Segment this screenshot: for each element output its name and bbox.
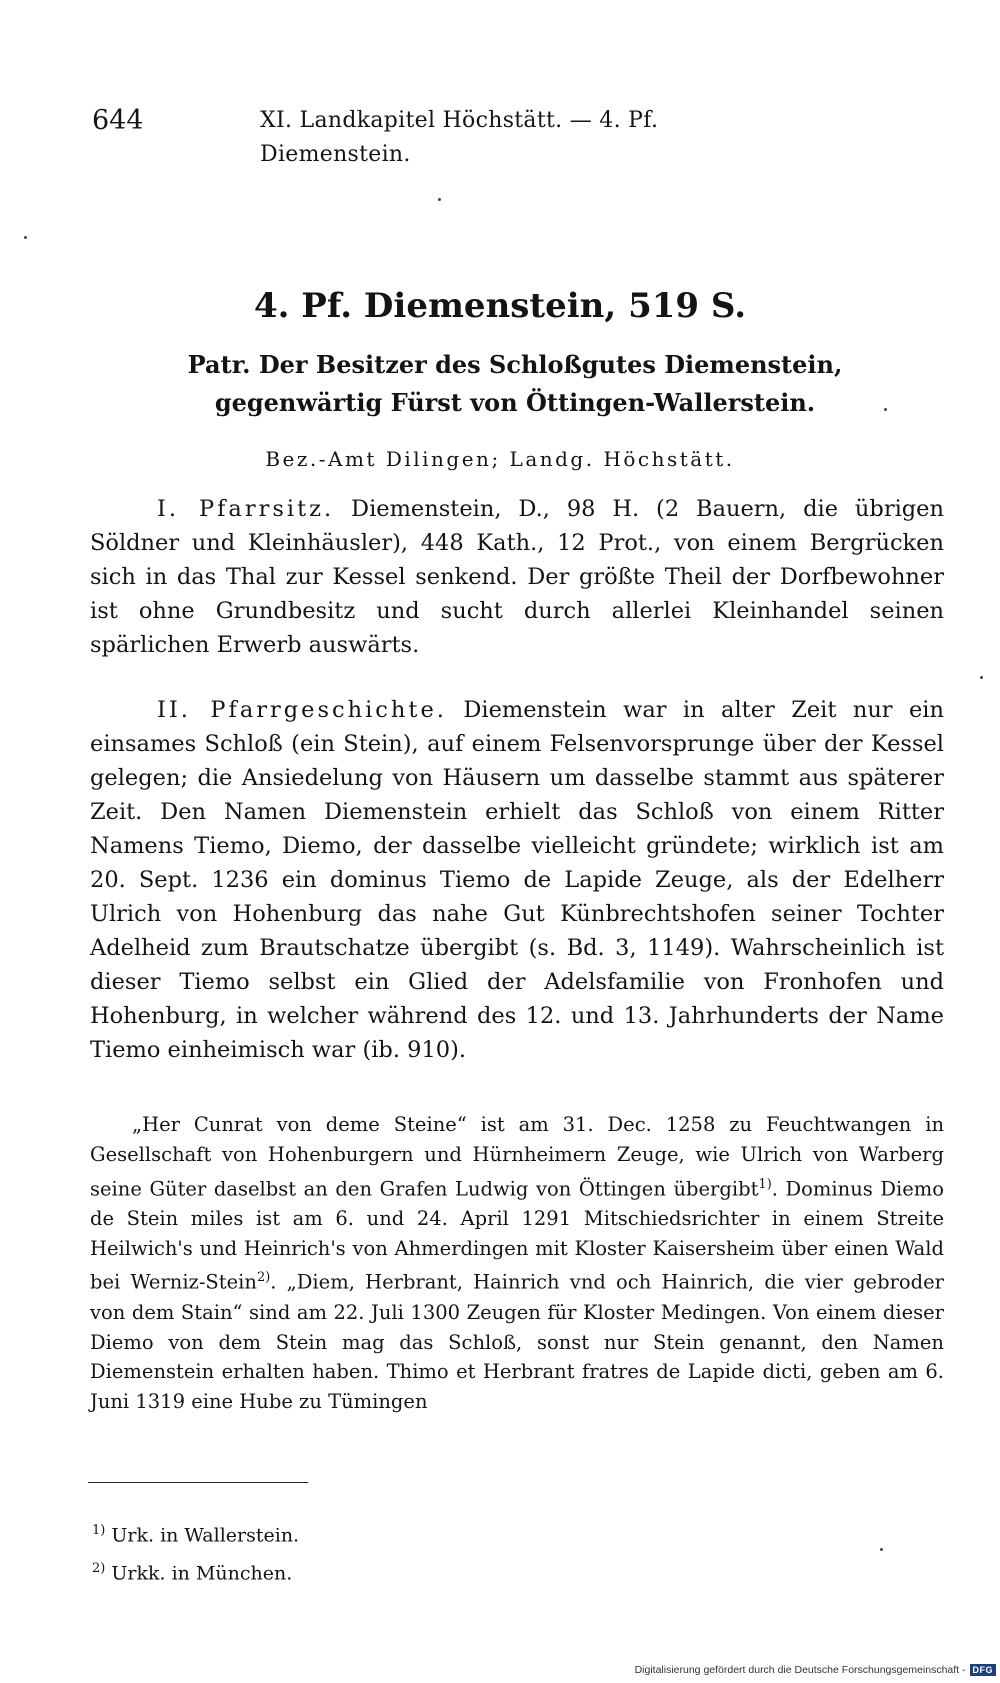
section-title: 4. Pf. Diemenstein, 519 S.	[253, 286, 747, 326]
paragraph-text: Diemenstein, D., 98 H. (2 Bauern, die übrigen Söldner und Kleinhäusler), 448 Kath., 12 Prot., von einem Bergrücken sich in das Thal zur Kessel senkend. Der größte Theil der Dorfbewohner ist ohne Grundbesitz und sucht durch allerlei Kleinhandel seinen spärlichen Erwerb auswärts.	[90, 496, 944, 658]
scan-speck	[880, 1548, 883, 1551]
footnote-mark: 2)	[92, 1561, 106, 1577]
paragraph-pfarrsitz	[90, 492, 944, 662]
credit-text: Digitalisierung gefördert durch die Deutsche Forschungsgemeinschaft -	[634, 1664, 966, 1676]
paragraph-text: . „Diem, Herbrant, Hainrich vnd och Hainrich, die vier gebroder von dem Stain“ sind am 22. Juli 1300 Zeugen für Kloster Medingen. Von einem dieser Diemo von dem Stein mag das Schloß, sonst nur Stein genannt, den Namen Diemenstein erhalten haben. Thimo et Herbrant fratres de Lapide dicti, geben am 6. Juni 1319 eine Hube zu Tümingen	[90, 1270, 944, 1414]
footnote-mark: 1)	[92, 1523, 106, 1538]
scan-speck	[884, 408, 887, 411]
paragraph-text: „Her Cunrat von deme Steine“ ist am 31. Dec. 1258 zu Feuchtwangen in Gesellschaft von Hohenburgern und Hürnheimern Zeuge, wie Ulrich von Warberg seine Güter daselbst an den Grafen Ludwig von Öttingen übergibt	[90, 1113, 944, 1201]
office-line: Bez.-Amt Dilingen; Landg. Höchstätt.	[265, 447, 735, 471]
running-header	[92, 104, 772, 167]
digitization-credit	[635, 1661, 996, 1679]
footnote-reference[interactable]: 1)	[758, 1176, 772, 1192]
paragraph-text: . Dominus Diemo de Stein miles ist am 6. und 24. April 1291 Mitschiedsrichter in einem Streite Heilwich's und Heinrich's von Ahmerdingen mit Kloster Kaisersheim über einen Wald bei Werniz-Stein	[90, 1177, 944, 1294]
footnote-text: Urkk. in München.	[111, 1562, 293, 1585]
scan-speck	[24, 236, 27, 239]
footnotes	[92, 1514, 792, 1591]
paragraph-text: Diemenstein war in alter Zeit nur ein einsames Schloß (ein Stein), auf einem Felsenvorsprunge über der Kessel gelegen; die Ansiedelung von Häusern um dasselbe stammt aus späterer Zeit. Den Namen Diemenstein erhielt das Schloß von einem Ritter Namens Tiemo, Diemo, der dasselbe vielleicht gründete; wirklich ist am 20. Sept. 1236 ein dominus Tiemo de Lapide Zeuge, als der Edelherr Ulrich von Hohenburg das nahe Gut Künbrechtshofen seiner Tochter Adelheid zum Brautschatze übergibt (s. Bd. 3, 1149). Wahrscheinlich ist dieser Tiemo selbst ein Glied der Adelsfamilie von Fronhofen und Hohenburg, in welcher während des 12. und 13. Jahrhunderts der Name Tiemo einheimisch war (ib. 910).	[90, 697, 944, 1063]
paragraph-heading: II. Pfarrgeschichte.	[157, 697, 447, 723]
footnote-reference[interactable]: 2)	[256, 1270, 271, 1286]
paragraph-pfarrgeschichte	[90, 693, 944, 1067]
scan-speck	[980, 676, 983, 679]
page-number: 644	[92, 105, 144, 136]
scan-speck	[438, 198, 441, 201]
dfg-logo: DFG	[970, 1664, 997, 1676]
footnote-text: Urk. in Wallerstein.	[111, 1524, 300, 1547]
footnote	[92, 1552, 792, 1590]
patron-line: Patr. Der Besitzer des Schloßgutes Diemenstein, gegenwärtig Fürst von Öttingen-Wallerstein.	[187, 350, 843, 417]
running-title: XI. Landkapitel Höchstätt. — 4. Pf. Diemenstein.	[260, 108, 659, 167]
footnote	[92, 1514, 792, 1552]
footnote-divider	[88, 1482, 308, 1483]
paragraph-heading: I. Pfarrsitz.	[157, 496, 335, 522]
paragraph-small-print	[90, 1110, 944, 1417]
